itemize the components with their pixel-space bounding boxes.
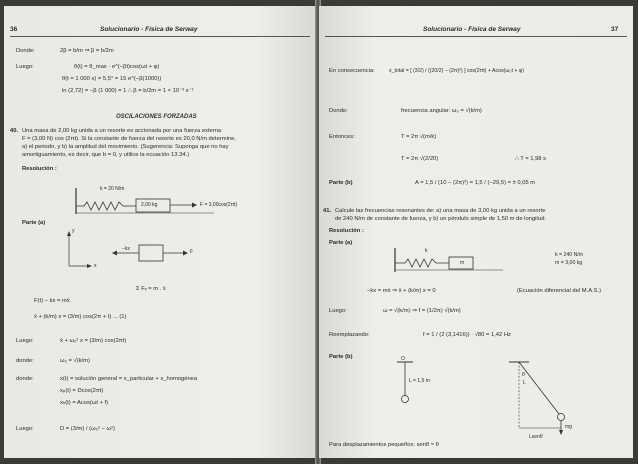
reemplazando-label: Reemplazando:: [329, 332, 370, 338]
given-k: k = 240 N/m: [555, 252, 584, 258]
left-page: [4, 6, 317, 458]
spring-force-arrowhead: [112, 251, 117, 256]
x-axis-arrowhead: [87, 264, 92, 268]
donde-label-2: donde:: [16, 358, 34, 364]
force-arrowhead: [192, 203, 197, 208]
lsen-label: Lsenθ: [529, 434, 543, 440]
eq-a5: x(t) = solución general = x_particular + x_homogénea: [60, 376, 198, 382]
consecuencia-equation: x_total = [ (3/2) / ((20/2) − (2π)²) ] cos(2πt) + Acos(ω₀t + φ): [389, 68, 524, 74]
displaced-length-label: L: [523, 380, 526, 386]
spring: [76, 202, 136, 210]
header-rule: [10, 36, 310, 37]
free-body-diagram: [59, 230, 209, 276]
y-axis-arrowhead: [67, 231, 71, 236]
problem-line-1: Una masa de 2,00 kg unida a un resorte es accionada por una fuerza externa: [22, 128, 222, 134]
small-displacement-note: Para desplazamientos pequeños: senθ ≈ θ: [329, 442, 439, 448]
entonces-label: Entonces:: [329, 134, 355, 140]
eq-a3: ẍ + ω₀² x = (3/m) cos(2πt): [60, 338, 127, 344]
luego-label-3: Luego:: [16, 426, 34, 432]
problem-number: 41.: [323, 208, 332, 214]
donde-equation: 2β = b/m ⇒ β = b/2m: [60, 48, 114, 54]
eq-a2: ẍ + (k/m) x = (3/m) cos(2π + t) ... (1): [34, 314, 127, 320]
problem-number: 40.: [10, 128, 19, 134]
problem-line-3: a) el periodo, y b) la amplitud del movimiento. (Sugerencia: Suponga que no hay: [22, 144, 229, 150]
pivot-o-label: O: [401, 356, 405, 362]
resolucion-heading: Resolución :: [22, 166, 57, 172]
spring: [395, 259, 449, 267]
page-number: 37: [611, 26, 619, 33]
problem-line-4: amortiguamiento, es decir, que b = 0, y utilice la ecuación 13.34.): [22, 152, 190, 158]
amplitude-equation: A = 1,5 / (10 − (2π)²) = 1,5 / (−29,5) = ± 0,05 m: [415, 180, 536, 186]
differential-equation: −kx = mẍ ⇒ ẍ + (k/m) x = 0: [367, 288, 436, 294]
spring-mass-diagram: [393, 246, 513, 274]
mass-label: 2,00 kg: [141, 202, 158, 208]
frequency-result: f = 1 / (2 (3,1416)) · √80 = 1,42 Hz: [423, 332, 511, 338]
problem-line-1: Calcule las frecuencias resonantes de: a) una masa de 3,00 kg unida a un resorte: [335, 208, 546, 214]
eq-a4: ω₀ = √(k/m): [60, 358, 90, 364]
page-number: 36: [10, 26, 18, 33]
eq-a7: xₕ(t) = Acos(ωt + f): [60, 400, 109, 406]
given-m: m = 3,00 kg: [555, 260, 583, 266]
donde-equation: frecuencia angular: ω₀ = √(k/m): [401, 108, 482, 114]
fbd-f-label: F: [190, 249, 194, 255]
running-header: Solucionario - Física de Serway: [100, 26, 198, 33]
header-rule: [325, 36, 627, 37]
luego-eq-1: θ(t) = θ_max · e^(−βt)cos(ωt + φ): [74, 64, 160, 70]
fbd-kx-label: −kx: [122, 246, 130, 252]
fbd-x-label: x: [94, 263, 97, 269]
parte-b-heading: Parte (b): [329, 180, 353, 186]
parte-a-heading: Parte (a): [329, 240, 353, 246]
parte-a-heading: Parte (a): [22, 220, 46, 226]
consecuencia-label: En consecuencia:: [329, 68, 375, 74]
entonces-eq-2: T = 2π √(2/20): [401, 156, 439, 162]
external-force-arrowhead: [183, 251, 188, 256]
spring-constant-label: k = 20 N/m: [100, 186, 125, 192]
theta-label: θ: [522, 372, 525, 378]
force-label: F = 3,00cos(2πt): [200, 202, 238, 208]
displaced-string: [519, 362, 559, 414]
resolucion-heading: Resolución :: [329, 228, 364, 234]
eq-a8: D = (3/m) / (ω₀² − ω²): [60, 426, 115, 432]
sum-of-forces: Σ Fₓ = m . ẍ: [136, 286, 166, 292]
entonces-eq-1: T = 2π √(m/k): [401, 134, 437, 140]
displaced-bob: [558, 414, 565, 421]
luego-label-2: Luego:: [16, 338, 34, 344]
luego-eq-3: ln (2,72) = −β (1 000) = 1 ∴ β = b/2m = 1 × 10⁻³ s⁻¹: [62, 88, 194, 94]
luego-label: Luego:: [16, 64, 34, 70]
luego-label: Luego:: [329, 308, 347, 314]
donde-label: Donde:: [329, 108, 348, 114]
section-title: OSCILACIONES FORZADAS: [116, 114, 197, 120]
weight-label: mg: [565, 424, 572, 430]
pendulum-diagram: [389, 356, 589, 440]
body-block: [139, 245, 163, 261]
diagram-m-label: m: [460, 260, 465, 266]
differential-equation-note: (Ecuación diferencial del M.A.S.): [517, 288, 602, 294]
diagram-k-label: k: [425, 248, 428, 254]
eq-a6: xₚ(t) = Dcos(2πt): [60, 388, 104, 394]
running-header: Solucionario - Física de Serway: [423, 26, 521, 33]
right-page: [319, 6, 633, 458]
parte-b-heading-2: Parte (b): [329, 354, 353, 360]
pendulum-bob: [402, 396, 409, 403]
problem-line-2: de 240 N/m de constante de fuerza, y b) un péndulo simple de 1,50 m de longitud.: [335, 216, 547, 222]
weight-arrowhead: [559, 430, 563, 435]
problem-line-2: F = (3,00 N) cos (2πt). Si la constante de fuerza del resorte es 20,0 N/m determine,: [22, 136, 236, 142]
fbd-y-label: y: [72, 228, 75, 234]
pendulum-length-label: L = 1,5 m: [409, 378, 430, 384]
spring-mass-diagram: [74, 184, 234, 218]
luego-equation: ω = √(k/m) ⇒ f = (1/2π) √(k/m): [383, 308, 461, 314]
period-result: ∴ T = 1,98 s: [515, 156, 547, 162]
eq-a1: F(t) − kx = mẍ: [34, 298, 70, 304]
donde-label: Donde:: [16, 48, 35, 54]
donde-label-3: donde:: [16, 376, 34, 382]
luego-eq-2: θ(t = 1 000 s) = 5,5° = 15 e^(−β(1000)): [62, 76, 162, 82]
